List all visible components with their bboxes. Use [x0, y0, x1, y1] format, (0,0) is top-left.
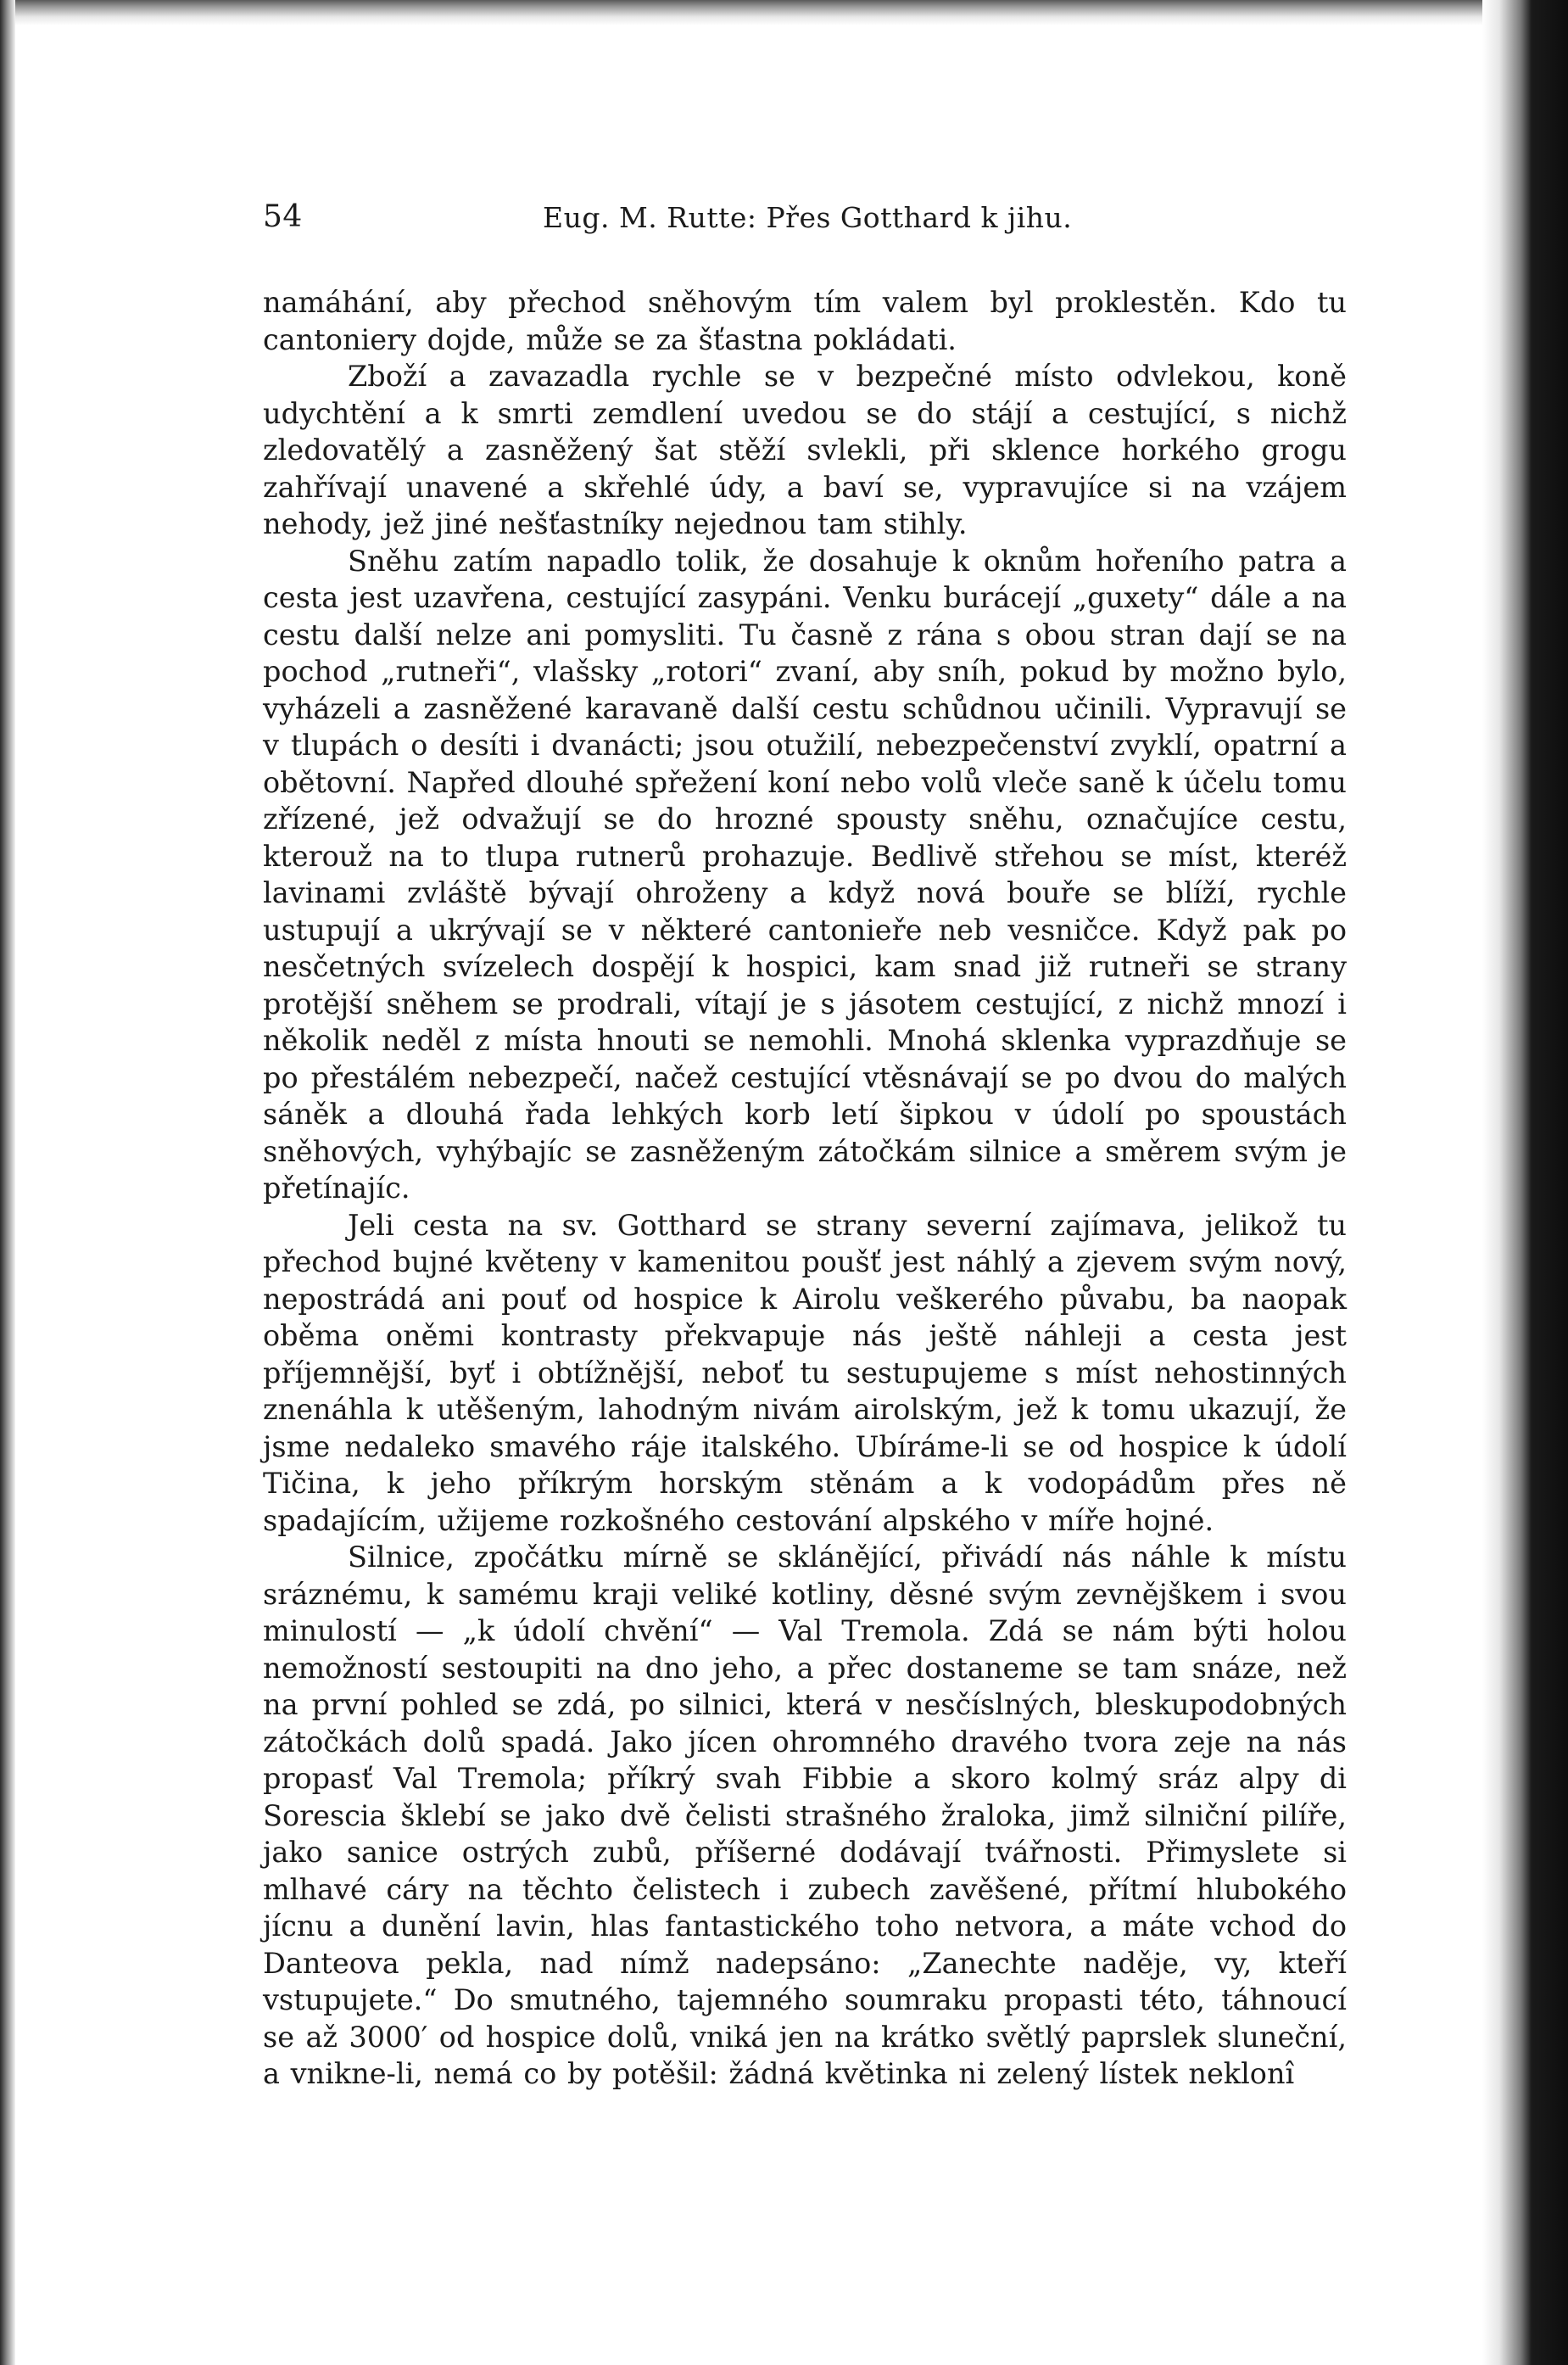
- page-number: 54: [263, 199, 303, 234]
- paragraph: Jeli cesta na sv. Gotthard se strany severní zajímava, jelikož tu přechod bujné květeny v kamenitou poušť jest náhlý a zjevem svým nový, nepostrádá ani pouť od hospice k Airolu veškerého půvabu, ba naopak oběma oněmi kontrasty překvapuje nás ještě náhleji a cesta jest příjemnější, byť i obtížnější, neboť tu sestupujeme s míst nehostinných znenáhla k utěšeným, lahodným nivám airolským, jež k tomu ukazují, že jsme nedaleko smavého ráje italského. Ubíráme-li se od hospice k údolí Tičina, k jeho příkrým horským stěnám a k vodopádům přes ně spadajícím, užijeme rozkošného cestování alpského v míře hojné.: [263, 1208, 1347, 1537]
- scan-top-edge: [0, 0, 1568, 25]
- paragraph-continued: namáhání, aby přechod sněhovým tím valem byl proklestěn. Kdo tu cantoniery dojde, může se za šťastna pokládati.: [263, 286, 1347, 356]
- scan-left-edge: [0, 0, 15, 2365]
- book-page: [263, 191, 1347, 2090]
- running-head: [263, 191, 1347, 250]
- scan-binding-shadow: [1482, 0, 1568, 2365]
- paragraph: Zboží a zavazadla rychle se v bezpečné místo odvlekou, koně udychtění a k smrti zemdlení uvedou se do stájí a cestující, s nichž zledovatělý a zasněžený šat stěží svlekli, při sklence horkého grogu zahřívají unavené a skřehlé údy, a baví se, vypravujíce si na vzájem nehody, jež jiné nešťastníky nejednou tam stihly.: [263, 360, 1347, 540]
- body-text: [263, 284, 1347, 2093]
- running-title: Eug. M. Rutte: Přes Gotthard k jihu.: [543, 201, 1073, 234]
- paragraph: Sněhu zatím napadlo tolik, že dosahuje k oknům hořeního patra a cesta jest uzavřena, cestující zasypáni. Venku burácejí „guxety“ dále a na cestu další nelze ani pomysliti. Tu časně z rána s obou stran dají se na pochod „rutneři“, vlašsky „rotori“ zvaní, aby sníh, pokud by možno bylo, vyházeli a zasněžené karavaně další cestu schůdnou učinili. Vypravují se v tlupách o desíti i dvanácti; jsou otužilí, nebezpečenství zvyklí, opatrní a obětovní. Napřed dlouhé spřežení koní nebo volů vleče saně k účelu tomu zřízené, jež odvažují se do hrozné spousty sněhu, označujíce cestu, kterouž na to tlupa rutnerů prohazuje. Bedlivě střehou se míst, kteréž lavinami zvláště bývají ohroženy a když nová bouře se blíží, rychle ustupují a ukrývají se v některé cantonieře neb vesničce. Když pak po nesčetných svízelech dospějí k hospici, kam snad již rutneři se strany protější sněhem se prodrali, vítají je s jásotem cestující, z nichž mnozí i několik neděl z místa hnouti se nemohli. Mnohá sklenka vyprazdňuje se po přestálém nebezpečí, načež cestující vtěsnávají se po dvou do malých sáněk a dlouhá řada lehkých korb letí šipkou v údolí po spoustách sněhových, vyhýbajíc se zasněženým zátočkám silnice a směrem svým je přetínajíc.: [263, 544, 1347, 1205]
- paragraph: Silnice, zpočátku mírně se sklánějící, přivádí nás náhle k místu sráznému, k samému kraji veliké kotliny, děsné svým zevnějškem i svou minulostí — „k údolí chvění“ — Val Tremola. Zdá se nám býti holou nemožností sestoupiti na dno jeho, a přec dostaneme se tam snáze, než na první pohled se zdá, po silnici, která v nesčíslných, bleskupodobných zátočkách dolů spadá. Jako jícen ohromného dravého tvora zeje na nás propasť Val Tremola; příkrý svah Fibbie a skoro kolmý sráz alpy di Sorescia šklebí se jako dvě čelisti strašného žraloka, jimž silniční pilíře, jako sanice ostrých zubů, příšerné dodávají tvářnosti. Přimyslete si mlhavé cáry na těchto čelistech i zubech zavěšené, přítmí hlubokého jícnu a dunění lavin, hlas fantastického toho netvora, a máte vchod do Danteova pekla, nad nímž nadepsáno: „Zanechte naděje, vy, kteří vstupujete.“ Do smutného, tajemného soumraku propasti této, táhnoucí se až 3000′ od hospice dolů, vniká jen na krátko světlý paprslek sluneční, a vnikne-li, nemá co by potěšil: žádná květinka ni zelený lístek neklonî: [263, 1540, 1347, 2090]
